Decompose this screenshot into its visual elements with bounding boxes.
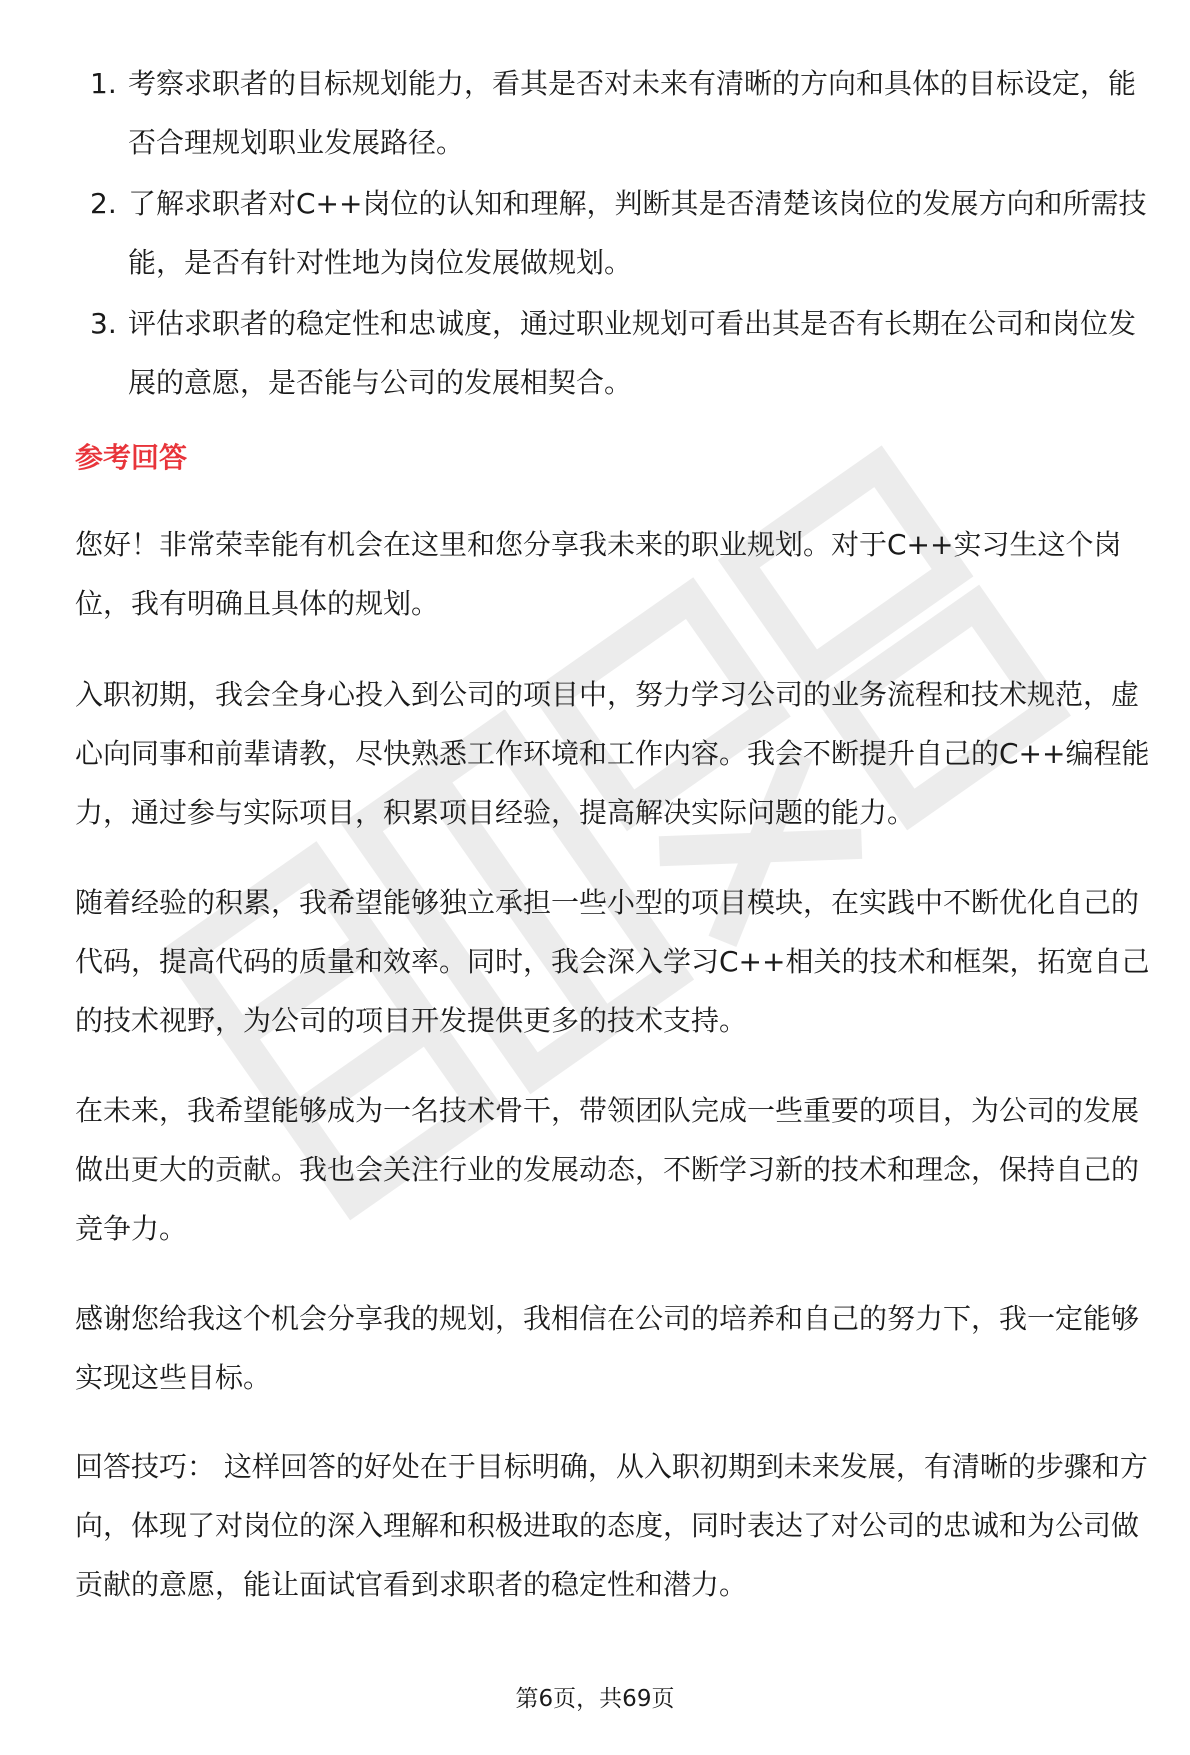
list-number: 3.	[90, 307, 117, 340]
answer-paragraph-future: 在未来，我希望能够成为一名技术骨干，带领团队完成一些重要的项目，为公司的发展做出更大的贡献。我也会关注行业的发展动态，不断学习新的技术和理念，保持自己的竞争力。	[75, 1094, 1140, 1245]
answer-paragraph-growth: 随着经验的积累，我希望能够独立承担一些小型的项目模块，在实践中不断优化自己的代码，提高代码的质量和效率。同时，我会深入学习C++相关的技术和框架，拓宽自己的技术视野，为公司的项目开发提供更多的技术支持。	[75, 886, 1150, 1037]
answer-tips-paragraph: 回答技巧： 这样回答的好处在于目标明确，从入职初期到未来发展，有清晰的步骤和方向，体现了对岗位的深入理解和积极进取的态度，同时表达了对公司的忠诚和为公司做贡献的意愿，能让面试官看到求职者的稳定性和潜力。	[75, 1450, 1148, 1601]
list-number: 2.	[90, 187, 117, 220]
answer-paragraph-intro: 您好！非常荣幸能有机会在这里和您分享我未来的职业规划。对于C++实习生这个岗位，我有明确且具体的规划。	[75, 528, 1122, 620]
list-item	[82, 174, 1162, 292]
answer-paragraph-early-stage: 入职初期，我会全身心投入到公司的项目中，努力学习公司的业务流程和技术规范，虚心向同事和前辈请教，尽快熟悉工作环境和工作内容。我会不断提升自己的C++编程能力，通过参与实际项目，积累项目经验，提高解决实际问题的能力。	[75, 678, 1150, 829]
list-item-text: 了解求职者对C++岗位的认知和理解，判断其是否清楚该岗位的发展方向和所需技能，是否有针对性地为岗位发展做规划。	[128, 187, 1147, 279]
numbered-list	[82, 54, 1162, 414]
list-number: 1.	[90, 67, 117, 100]
answer-paragraph-closing: 感谢您给我这个机会分享我的规划，我相信在公司的培养和自己的努力下，我一定能够实现这些目标。	[75, 1302, 1140, 1394]
section-heading: 参考回答	[75, 441, 188, 474]
list-item	[82, 54, 1162, 172]
page-number-footer: 第6页，共69页	[515, 1686, 675, 1712]
list-item	[82, 294, 1162, 412]
list-item-text: 评估求职者的稳定性和忠诚度，通过职业规划可看出其是否有长期在公司和岗位发展的意愿，是否能与公司的发展相契合。	[128, 307, 1137, 399]
list-item-text: 考察求职者的目标规划能力，看其是否对未来有清晰的方向和具体的目标设定，能否合理规划职业发展路径。	[128, 67, 1137, 159]
